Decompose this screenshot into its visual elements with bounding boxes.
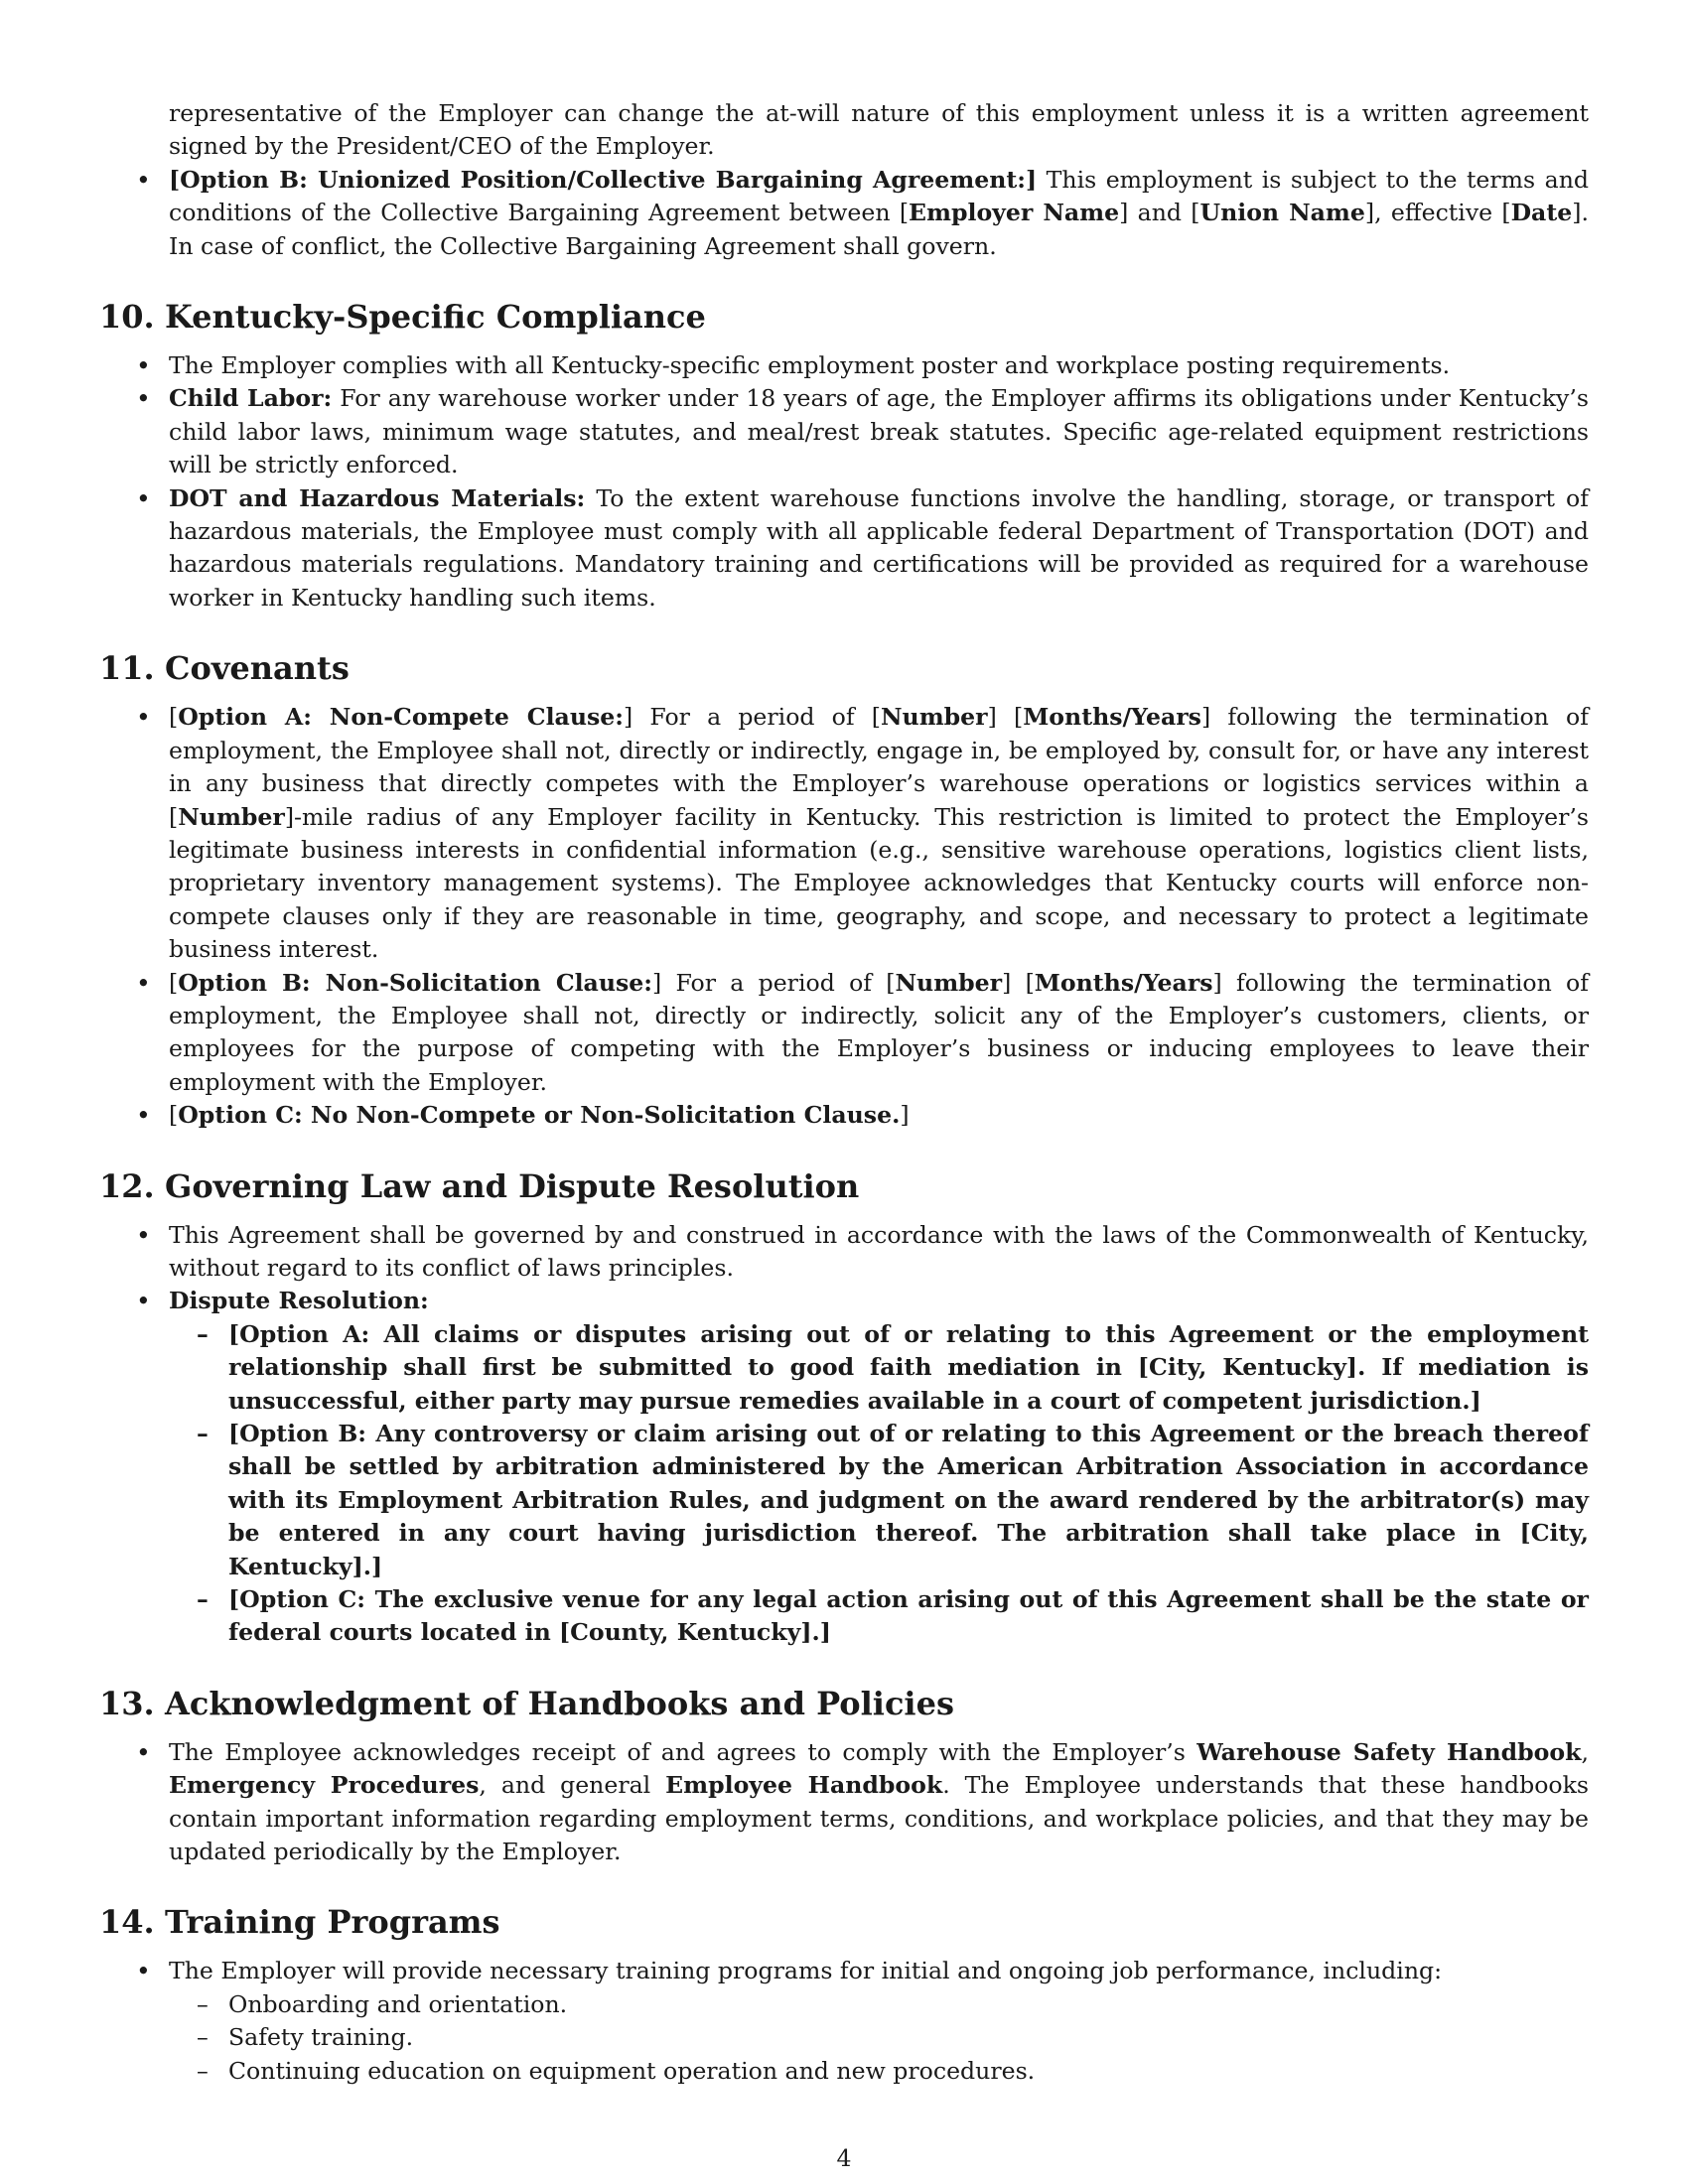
body-text: ]. In case of conflict, the Collective Bargaining Agreement shall govern. [169, 199, 1589, 260]
body-text: To the extent warehouse functions involve the handling, storage, or transport of hazardous materials, the Employee must comply with all applicable federal Department of Transportation (DOT) and hazardous materials regulations. Mandatory training and certifications will be provided as required for a warehouse worker in Kentucky handling such items. [169, 483, 1589, 612]
sub-list [169, 1318, 1589, 1650]
bullet-list [99, 1219, 1589, 1650]
body-text: ] For a period of [ [624, 703, 881, 732]
section-number: 12. [99, 1166, 155, 1205]
list-item [99, 482, 1589, 615]
list-item [99, 967, 1589, 1100]
body-text: This employment is subject to the terms and conditions of the Collective Bargaining Agreement between [ [169, 165, 1589, 227]
section-title: Acknowledgment of Handbooks and Policies [165, 1684, 954, 1722]
sub-list-item [99, 1988, 1589, 2021]
section-12 [99, 1166, 1589, 1650]
section-13 [99, 1684, 1589, 1869]
section-10 [99, 297, 1589, 614]
section-heading [99, 648, 1589, 688]
body-text: , [1581, 1737, 1589, 1766]
bullet-list [99, 1736, 1589, 1869]
sub-list-item [99, 2021, 1589, 2054]
section-title: Covenants [165, 649, 350, 688]
placeholder-number: Number [895, 968, 1003, 997]
list-item [99, 1099, 1589, 1132]
handbook-name: Warehouse Safety Handbook [1196, 1737, 1582, 1766]
body-text: This Agreement shall be governed by and construed in accordance with the laws of the Commonwealth of Kentucky, without regard to its conflict of laws principles. [169, 1220, 1589, 1282]
sub-list [169, 1988, 1589, 2088]
sub-list-item [99, 1318, 1589, 1418]
body-text: ] and [ [1119, 199, 1200, 227]
body-text: ] For a period of [ [652, 968, 896, 997]
body-text: . The Employee understands that these handbooks contain important information regarding employment terms, conditions, and workplace policies, and that they may be updated periodically by the Employer. [169, 1771, 1590, 1866]
option-text: [Option A: All claims or disputes arising out of or relating to this Agreement or the employment relationship shall first be submitted to good faith mediation in [City, Kentucky]. If mediation is unsuccessful, either party may pursue remedies available in a court of competent jurisdiction.] [228, 1319, 1589, 1415]
placeholder-number: Number [880, 703, 988, 732]
section-title: Training Programs [165, 1903, 500, 1942]
list-item [99, 1736, 1589, 1869]
list-item [99, 164, 1589, 263]
option-label: Option C: No Non-Compete or Non-Solicitation Clause. [178, 1101, 901, 1130]
body-text: The Employer will provide necessary training programs for initial and ongoing job performance, including: [169, 1957, 1443, 1985]
placeholder-union-name: Union Name [1199, 199, 1365, 227]
body-text: ] [900, 1101, 910, 1130]
placeholder-date: Date [1510, 199, 1573, 227]
section-heading [99, 1902, 1589, 1942]
section-number: 11. [99, 649, 155, 688]
item-label: Dispute Resolution: [169, 1287, 429, 1315]
option-label: Option A: Non-Compete Clause: [178, 703, 624, 732]
body-text: [ [169, 1101, 179, 1130]
option-label: Option B: Non-Solicitation Clause: [178, 968, 652, 997]
training-item: Onboarding and orientation. [228, 1989, 568, 2018]
body-text: ], effective [ [1364, 199, 1511, 227]
item-label: Child Labor: [169, 384, 333, 413]
option-label: [Option B: Unionized Position/Collective Bargaining Agreement:] [169, 165, 1038, 194]
body-text: ]-mile radius of any Employer facility in Kentucky. This restriction is limited to protect the Employer’s legitimate business interests in confidential information (e.g., sensitive warehouse operations, logistics client lists, proprietary inventory management systems). The Employee acknowledges that Kentucky courts will enforce non-compete clauses only if they are reasonable in time, geography, and scope, and necessary to protect a legitimate business interest. [169, 802, 1589, 964]
list-item [99, 1955, 1589, 2088]
section-14 [99, 1902, 1589, 2088]
sub-list-item [99, 2055, 1589, 2088]
body-text: ] following the termination of employment, the Employee shall not, directly or indirectly, solicit any of the Employer’s customers, clients, or employees for the purpose of competing with the Employer’s business or inducing employees to leave their employment with the Employer. [169, 968, 1589, 1096]
body-text: ] [ [1002, 968, 1035, 997]
sub-list-item [99, 1418, 1589, 1583]
body-text: ] following the termination of employment, the Employee shall not, directly or indirectly, engage in, be employed by, consult for, or have any interest in any business that directly competes with the Employer’s warehouse operations or logistics services within a [ [169, 703, 1589, 831]
body-text: [ [169, 703, 179, 732]
list-item [99, 1219, 1589, 1286]
body-text: The Employee acknowledges receipt of and agrees to comply with the Employer’s [169, 1737, 1197, 1766]
carryover-list [99, 97, 1589, 263]
body-text: For any warehouse worker under 18 years of age, the Employer affirms its obligations under Kentucky’s child labor laws, minimum wage statutes, and meal/rest break statutes. Specific age-related equipment restrictions will be strictly enforced. [169, 384, 1589, 479]
bullet-list [99, 349, 1589, 614]
section-11 [99, 648, 1589, 1132]
body-text: ] [ [987, 703, 1024, 732]
body-text: , and general [479, 1771, 666, 1800]
section-title: Kentucky-Specific Compliance [165, 298, 706, 337]
section-number: 10. [99, 298, 155, 337]
section-number: 14. [99, 1903, 155, 1942]
training-item: Safety training. [228, 2023, 414, 2052]
carryover-paragraph [99, 97, 1589, 164]
list-item [99, 701, 1589, 966]
placeholder-months: Months/Years [1023, 703, 1201, 732]
carryover-text: representative of the Employer can change the at-will nature of this employment unless it is a written agreement signed by the President/CEO of the Employer. [169, 99, 1589, 161]
handbook-name: Emergency Procedures [169, 1771, 480, 1800]
section-heading [99, 1166, 1589, 1206]
item-label: DOT and Hazardous Materials: [169, 483, 586, 512]
placeholder-employer-name: Employer Name [909, 199, 1120, 227]
placeholder-number: Number [178, 802, 285, 831]
page-number: 4 [836, 2144, 852, 2172]
placeholder-months: Months/Years [1034, 968, 1213, 997]
document-page [99, 97, 1589, 2088]
section-heading [99, 1684, 1589, 1723]
body-text: [ [169, 968, 179, 997]
training-item: Continuing education on equipment operation and new procedures. [228, 2056, 1036, 2085]
list-item [99, 382, 1589, 481]
sub-list-item [99, 1583, 1589, 1650]
section-number: 13. [99, 1684, 155, 1722]
handbook-name: Employee Handbook [665, 1771, 943, 1800]
bullet-list [99, 1955, 1589, 2088]
list-item [99, 349, 1589, 382]
option-text: [Option C: The exclusive venue for any legal action arising out of this Agreement shall be the state or federal courts located in [County, Kentucky].] [228, 1585, 1589, 1647]
option-text: [Option B: Any controversy or claim arising out of or relating to this Agreement or the breach thereof shall be settled by arbitration administered by the American Arbitration Association in accordance with its Employment Arbitration Rules, and judgment on the award rendered by the arbitrator(s) may be entered in any court having jurisdiction thereof. The arbitration shall take place in [City, Kentucky].] [228, 1420, 1589, 1580]
section-heading [99, 297, 1589, 337]
section-title: Governing Law and Dispute Resolution [165, 1166, 860, 1205]
bullet-list [99, 701, 1589, 1132]
list-item [99, 1285, 1589, 1649]
body-text: The Employer complies with all Kentucky-specific employment poster and workplace posting requirements. [169, 351, 1451, 380]
